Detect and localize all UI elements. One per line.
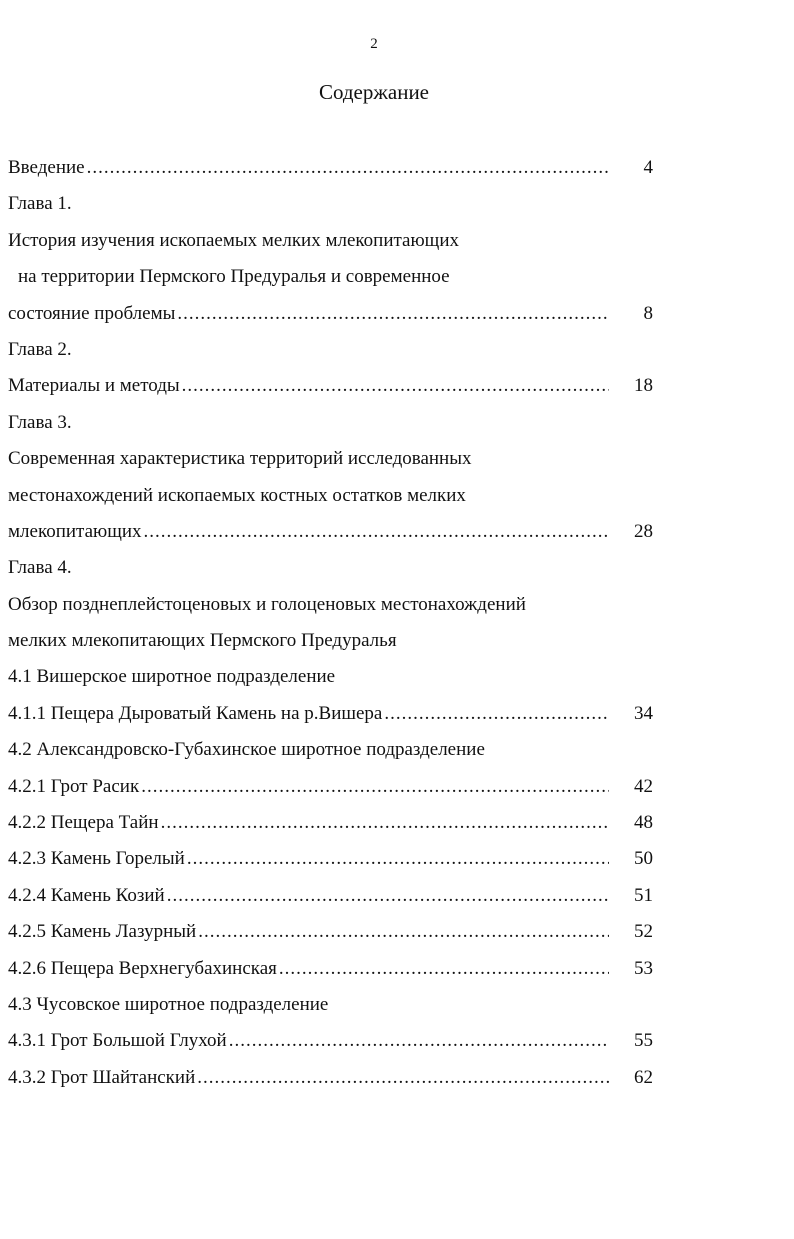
toc-entry-page: 50 [634,848,653,870]
toc-entry-label: 4.2.2 Пещера Тайн [8,812,159,834]
toc-text-line: История изучения ископаемых мелких млекопитающих [8,229,459,251]
toc-entry-label: состояние проблемы [8,302,176,324]
dot-leader [144,514,609,550]
toc-entry-page: 4 [643,157,653,178]
toc-chapter-heading: Глава 4. [8,557,72,579]
page-number: 2 [370,36,378,52]
toc-entry-label: 4.3.1 Грот Большой Глухой [8,1030,227,1052]
toc-entry-label: 4.2.1 Грот Расик [8,775,140,797]
toc-section-heading: 4.2 Александровско-Губахинское широтное подразделение [8,739,485,761]
toc-entry-page: 62 [634,1066,653,1088]
toc-entry-page: 42 [634,775,653,797]
toc-chapter-heading: Глава 2. [8,338,72,360]
toc-entry [8,368,653,404]
dot-leader [198,914,609,950]
dot-leader [197,1060,609,1096]
toc-entry-label: 4.2.4 Камень Козий [8,884,165,906]
page-title: Содержание [318,80,430,104]
toc-entry-label: млекопитающих [8,520,142,542]
toc-section-heading: 4.1 Вишерское широтное подразделение [8,666,336,688]
toc-entry [8,914,653,950]
dot-leader [187,841,609,877]
toc-text-line: местонахождений ископаемых костных остатков мелких [8,484,466,506]
toc-entry-label: 4.2.5 Камень Лазурный [8,921,197,943]
toc-entry-page: 48 [634,812,653,834]
dot-leader [384,696,609,732]
toc-chapter-heading: Глава 1. [8,193,72,215]
dot-leader [182,368,609,404]
toc-text-line: Обзор позднеплейстоценовых и голоценовых местонахождений [8,593,526,615]
toc-entry-page: 18 [634,375,653,397]
toc-entry [8,1023,653,1059]
dot-leader [177,296,609,332]
toc-entry-page: 34 [634,702,653,724]
table-of-contents [8,150,653,1096]
toc-entry-page: 53 [634,957,653,979]
dot-leader [167,878,609,914]
toc-entry-label: 4.1.1 Пещера Дыроватый Камень на р.Вишера [8,702,383,724]
toc-entry [8,514,653,550]
toc-entry-label: 4.2.3 Камень Горелый [8,848,185,870]
toc-text-line: Современная характеристика территорий исследованных [8,448,472,470]
toc-section-heading: 4.3 Чусовское широтное подразделение [8,993,329,1015]
dot-leader [87,150,609,186]
toc-entry-page: 28 [634,520,653,542]
toc-entry [8,805,653,841]
toc-entry [8,878,653,914]
toc-entry-page: 55 [634,1030,653,1052]
toc-entry-page: 52 [634,921,653,943]
toc-entry-page: 8 [643,302,653,324]
toc-text-line: на территории Пермского Предуралья и современное [18,266,450,288]
toc-entry [8,841,653,877]
toc-chapter-heading: Глава 3. [8,411,72,433]
toc-entry [8,951,653,987]
toc-entry-label: 4.2.6 Пещера Верхнегубахинская [8,957,277,979]
toc-entry [8,1060,653,1096]
toc-entry [8,150,653,186]
toc-text-line: мелких млекопитающих Пермского Предуралья [8,630,397,652]
dot-leader [229,1023,609,1059]
toc-entry-page: 51 [634,884,653,906]
toc-entry [8,769,653,805]
toc-entry-label: 4.3.2 Грот Шайтанский [8,1066,196,1088]
toc-entry-label: Введение [8,157,85,178]
toc-entry [8,696,653,732]
toc-entry [8,296,653,332]
dot-leader [141,769,609,805]
dot-leader [161,805,609,841]
toc-entry-label: Материалы и методы [8,375,180,397]
dot-leader [279,951,609,987]
